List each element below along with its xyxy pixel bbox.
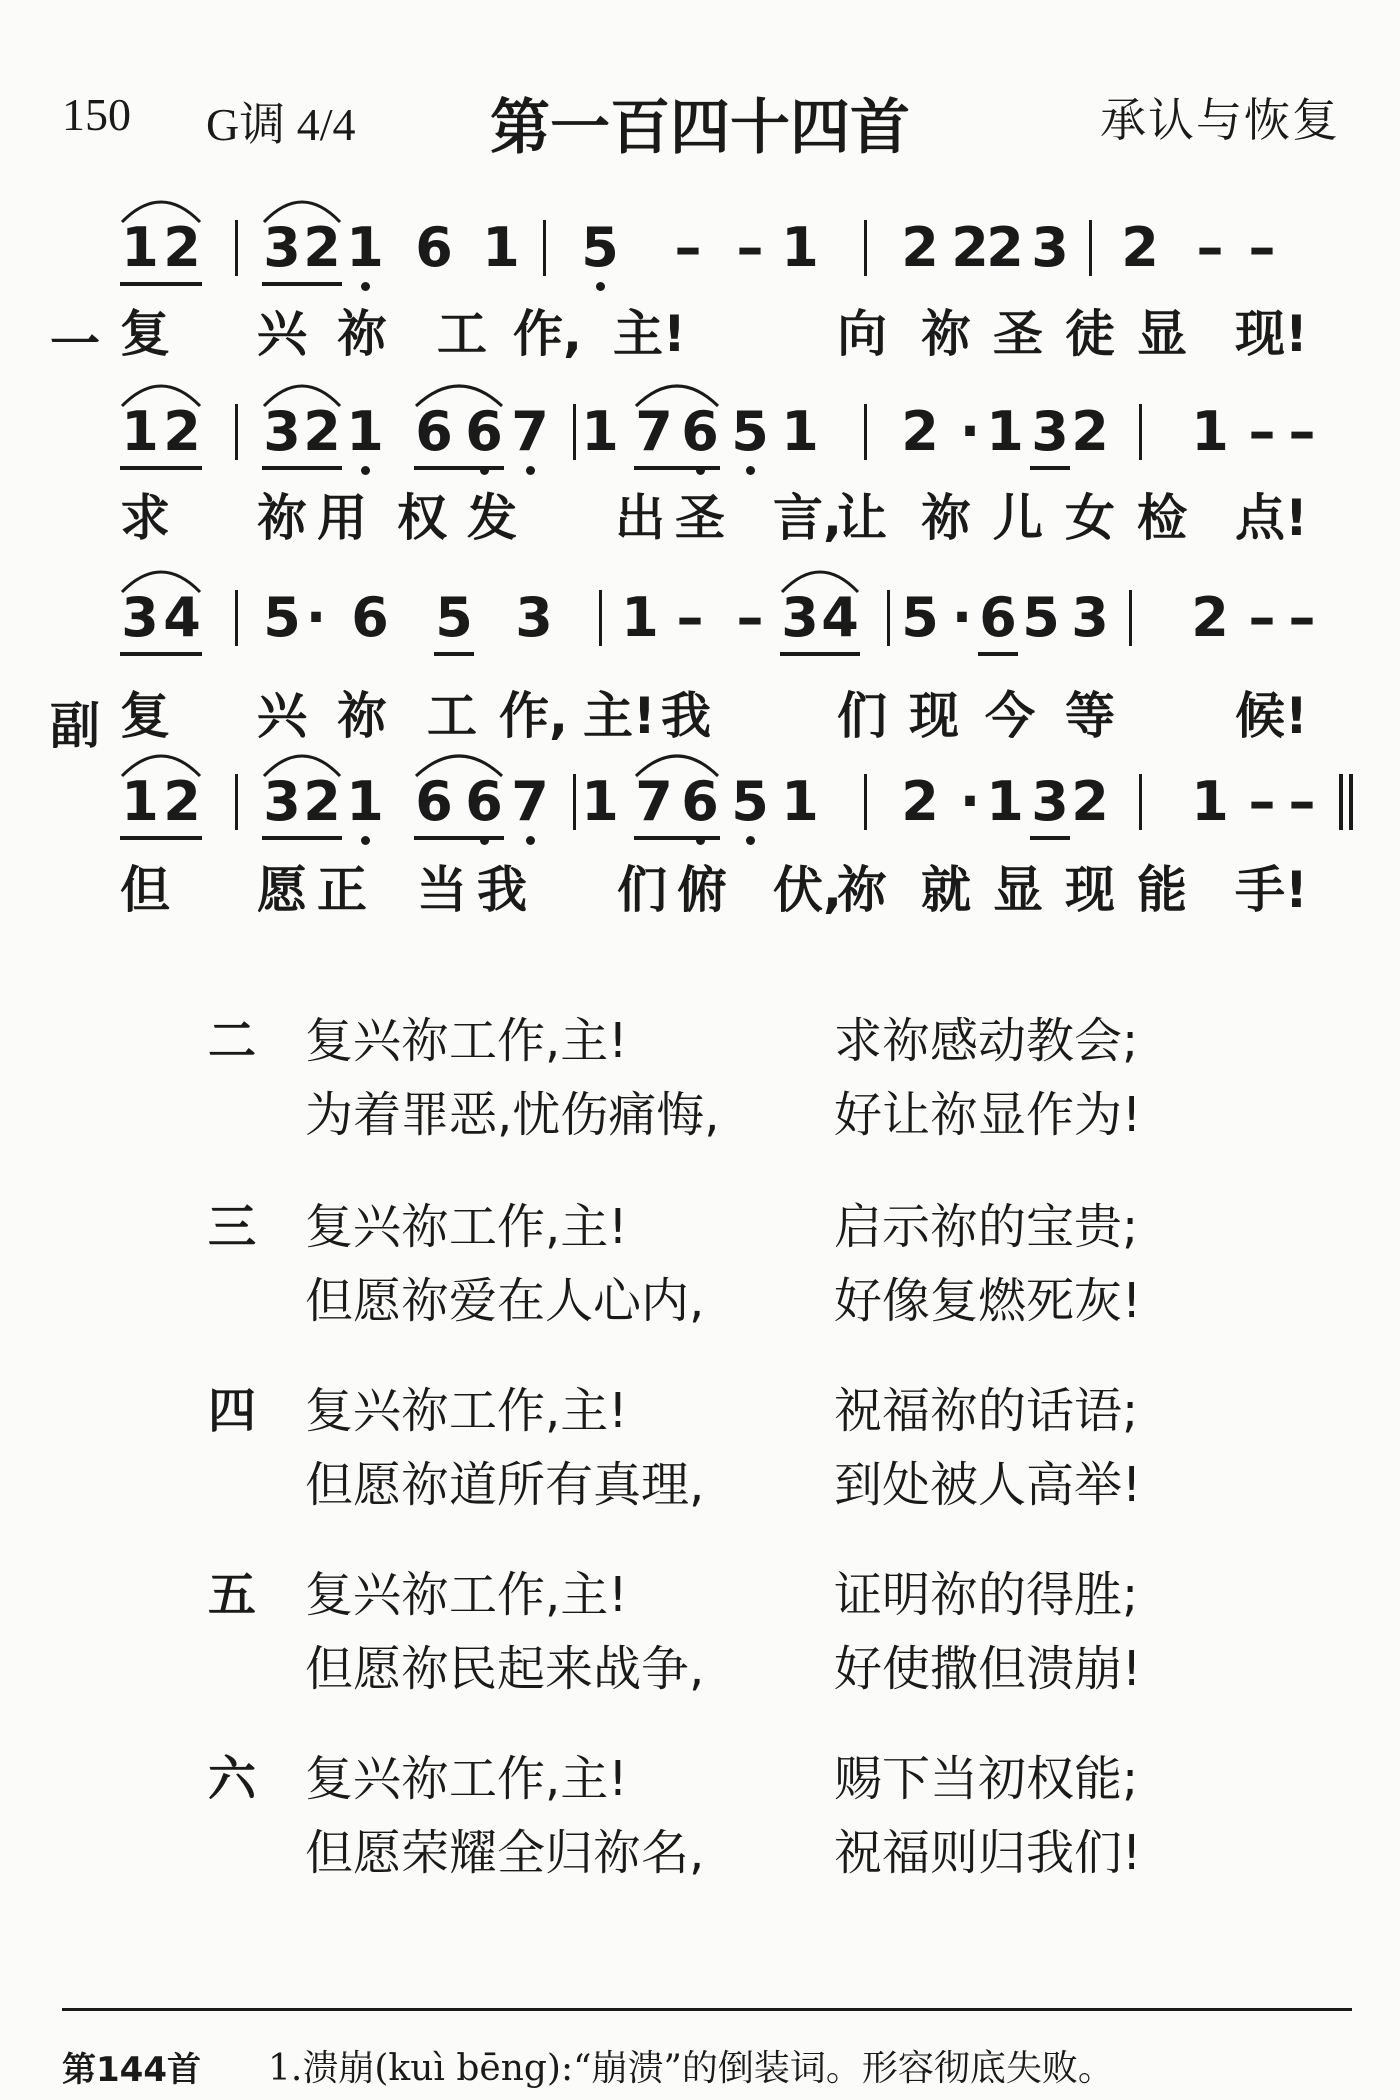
- lyric-syllable: 等: [1065, 687, 1115, 745]
- slur: [416, 386, 502, 406]
- eighth-note-underline: [780, 652, 860, 656]
- lyric-syllable: 向: [837, 305, 887, 363]
- lyric-line: [0, 304, 1400, 368]
- note: 1: [121, 216, 159, 279]
- footnote-hymn-ref: 第144首: [62, 2050, 201, 2090]
- stanza-line: 祝福则归我们!: [834, 1825, 1142, 1881]
- lyric-syllable: 我: [661, 687, 711, 745]
- lyric-syllable: 求: [120, 489, 170, 547]
- note: 2: [951, 216, 989, 279]
- stanza-line: 复兴祢工作,主!: [305, 1567, 628, 1623]
- lyric-syllable: 复: [120, 687, 170, 745]
- note: 5: [581, 216, 619, 279]
- stanza-line: 启示祢的宝贵;: [834, 1199, 1139, 1255]
- dotted-rhythm: ·: [959, 770, 981, 833]
- eighth-note-underline: [120, 836, 202, 840]
- lyric-syllable: 祢: [337, 687, 387, 745]
- note: 1: [1191, 400, 1229, 463]
- eighth-note-underline: [414, 836, 504, 840]
- note: 2: [1071, 770, 1109, 833]
- eighth-note-underline: [262, 282, 342, 286]
- hymn-title: 第一百四十四首: [490, 93, 910, 163]
- notation-line: [0, 218, 1400, 302]
- slur-layer: [0, 178, 1400, 238]
- notation-line: [0, 588, 1400, 672]
- stanza-line: 复兴祢工作,主!: [305, 1751, 628, 1807]
- lyric-syllable: 能: [1137, 861, 1187, 919]
- lyric-syllable: 让: [837, 489, 887, 547]
- note: 1: [121, 770, 159, 833]
- lyric-syllable: 伏,: [773, 861, 842, 919]
- lyric-syllable: 儿: [993, 489, 1043, 547]
- dotted-rhythm: ·: [305, 586, 327, 649]
- note: 6: [415, 216, 453, 279]
- note-extension: –: [736, 216, 764, 279]
- eighth-note-underline: [1030, 836, 1070, 840]
- stanza: [0, 1002, 1400, 1152]
- stanza-line: 好像复燃死灰!: [834, 1273, 1142, 1329]
- lyric-syllable: 现: [1065, 861, 1115, 919]
- slur: [264, 386, 340, 406]
- note: 1: [121, 400, 159, 463]
- note-extension: –: [1248, 216, 1276, 279]
- lower-octave-dot: [361, 836, 370, 845]
- note: 1: [986, 400, 1024, 463]
- note: 3: [1031, 400, 1069, 463]
- note: 1: [1191, 770, 1229, 833]
- slur-layer: [0, 548, 1400, 608]
- stanza-line: 赐下当初权能;: [834, 1751, 1139, 1807]
- footnote-divider: [62, 2008, 1352, 2011]
- eighth-note-underline: [262, 466, 342, 470]
- lyric-syllable: 发: [467, 489, 517, 547]
- stanza: [0, 1372, 1400, 1522]
- stanza-line: 复兴祢工作,主!: [305, 1199, 628, 1255]
- lyric-syllable: 工: [437, 305, 487, 363]
- lyric-syllable: 祢: [257, 489, 307, 547]
- stanza-number: 六: [208, 1751, 257, 1807]
- note-extension: –: [1248, 586, 1276, 649]
- note: 1: [581, 770, 619, 833]
- slur: [636, 756, 718, 776]
- note: 3: [515, 586, 553, 649]
- note: 7: [635, 400, 673, 463]
- stanza-line: 但愿祢道所有真理,: [305, 1457, 705, 1513]
- note: 1: [781, 216, 819, 279]
- lyric-syllable: 徒: [1065, 305, 1115, 363]
- stanza-line: 为着罪恶,忧伤痛悔,: [305, 1087, 720, 1143]
- lower-octave-dot: [526, 836, 535, 845]
- note: 5: [901, 586, 939, 649]
- key-signature: G调 4/4: [206, 99, 356, 150]
- slur: [122, 202, 200, 222]
- note: 6: [465, 400, 503, 463]
- stanza-line: 但愿荣耀全归祢名,: [305, 1825, 705, 1881]
- lyric-syllable: 祢: [921, 489, 971, 547]
- stanza-line: 好使撒但溃崩!: [834, 1641, 1142, 1697]
- eighth-note-underline: [434, 652, 474, 656]
- lyric-syllable: 手!: [1235, 861, 1308, 919]
- note: 6: [351, 586, 389, 649]
- note: 4: [163, 586, 201, 649]
- lyric-syllable: 权: [397, 489, 447, 547]
- slur: [416, 756, 502, 776]
- stanza-line: 但愿祢爱在人心内,: [305, 1273, 705, 1329]
- lyric-syllable: 言,: [773, 489, 842, 547]
- lyric-syllable: 们: [617, 861, 667, 919]
- lower-octave-dot: [361, 282, 370, 291]
- note: 2: [986, 216, 1024, 279]
- stanza-line: 求祢感动教会;: [834, 1013, 1139, 1069]
- note: 6: [681, 770, 719, 833]
- note-extension: –: [1288, 400, 1316, 463]
- lyric-syllable: 正: [317, 861, 367, 919]
- slur: [264, 202, 340, 222]
- note: 4: [821, 586, 859, 649]
- note: 1: [482, 216, 520, 279]
- stanza: [0, 1740, 1400, 1890]
- lyric-syllable: 显: [1137, 305, 1187, 363]
- lyric-syllable: 主!: [613, 305, 686, 363]
- note: 7: [511, 770, 549, 833]
- lyric-syllable: 愿: [257, 861, 307, 919]
- eighth-note-underline: [120, 466, 202, 470]
- lower-octave-dot: [361, 466, 370, 475]
- slur: [122, 756, 200, 776]
- note: 2: [163, 770, 201, 833]
- chorus-label: 副: [50, 697, 100, 755]
- stanza-line: 复兴祢工作,主!: [305, 1013, 628, 1069]
- note: 7: [635, 770, 673, 833]
- slur-layer: [0, 732, 1400, 792]
- lyric-syllable: 兴: [257, 305, 307, 363]
- lyric-syllable: 作,: [513, 305, 582, 363]
- stanza-number: 四: [208, 1383, 257, 1439]
- note: 5: [263, 586, 301, 649]
- lyric-syllable: 显: [993, 861, 1043, 919]
- notation-line: [0, 772, 1400, 856]
- lyric-syllable: 就: [921, 861, 971, 919]
- stanza-line: 好让祢显作为!: [834, 1087, 1142, 1143]
- slur: [636, 386, 718, 406]
- stanza-number: 二: [208, 1013, 257, 1069]
- eighth-note-underline: [120, 282, 202, 286]
- lyric-syllable: 今: [985, 687, 1035, 745]
- note-extension: –: [676, 586, 704, 649]
- stanza-line: 复兴祢工作,主!: [305, 1383, 628, 1439]
- note: 2: [1191, 586, 1229, 649]
- note: 2: [163, 400, 201, 463]
- note: 3: [1031, 770, 1069, 833]
- lyric-line: [0, 488, 1400, 552]
- note: 3: [263, 400, 301, 463]
- note-extension: –: [1248, 400, 1276, 463]
- note: 6: [465, 770, 503, 833]
- lower-octave-dot: [526, 466, 535, 475]
- stanza: [0, 1188, 1400, 1338]
- note-extension: –: [1288, 586, 1316, 649]
- note: 3: [1071, 586, 1109, 649]
- lyric-syllable: 现!: [1235, 305, 1308, 363]
- lyric-syllable: 女: [1065, 489, 1115, 547]
- note: 1: [781, 400, 819, 463]
- note-extension: –: [1288, 770, 1316, 833]
- note: 2: [1121, 216, 1159, 279]
- lyric-syllable: 我: [477, 861, 527, 919]
- note: 1: [346, 400, 384, 463]
- lyric-syllable: 们: [837, 687, 887, 745]
- stanza-number: 三: [208, 1199, 257, 1255]
- note: 1: [346, 770, 384, 833]
- slur: [264, 756, 340, 776]
- lyric-syllable: 检: [1137, 489, 1187, 547]
- stanza-line: 祝福祢的话语;: [834, 1383, 1139, 1439]
- notation-line: [0, 402, 1400, 486]
- note: 2: [163, 216, 201, 279]
- eighth-note-underline: [978, 652, 1018, 656]
- slur-layer: [0, 362, 1400, 422]
- note: 6: [979, 586, 1017, 649]
- lyric-syllable: 祢: [337, 305, 387, 363]
- eighth-note-underline: [634, 836, 720, 840]
- lyric-syllable: 现: [909, 687, 959, 745]
- note: 2: [901, 400, 939, 463]
- note: 5: [731, 400, 769, 463]
- stanza: [0, 1556, 1400, 1706]
- lyric-syllable: 主!: [583, 687, 656, 745]
- note: 5: [435, 586, 473, 649]
- note: 3: [781, 586, 819, 649]
- lyric-syllable: 候!: [1235, 687, 1308, 745]
- note: 3: [121, 586, 159, 649]
- note: 6: [415, 400, 453, 463]
- stanza-number: 五: [208, 1567, 257, 1623]
- slur: [122, 572, 200, 592]
- note-extension: –: [1196, 216, 1224, 279]
- footnote-text: 1.溃崩(kuì bēng):“崩溃”的倒装词。形容彻底失败。: [268, 2048, 1114, 2089]
- lyric-syllable: 用: [317, 489, 367, 547]
- note: 6: [681, 400, 719, 463]
- note: 2: [901, 216, 939, 279]
- note: 2: [303, 216, 341, 279]
- lyric-syllable: 祢: [921, 305, 971, 363]
- dotted-rhythm: ·: [951, 586, 973, 649]
- slur: [122, 386, 200, 406]
- note-extension: –: [736, 586, 764, 649]
- page-number: 150: [62, 89, 131, 140]
- lyric-line: [0, 860, 1400, 924]
- lyric-syllable: 圣: [675, 489, 725, 547]
- note: 1: [621, 586, 659, 649]
- lyric-syllable: 但: [120, 861, 170, 919]
- note-extension: –: [1248, 770, 1276, 833]
- note: 2: [303, 770, 341, 833]
- lower-octave-dot: [746, 836, 755, 845]
- eighth-note-underline: [120, 652, 202, 656]
- note: 6: [415, 770, 453, 833]
- lyric-syllable: 出: [615, 489, 665, 547]
- lyric-syllable: 作,: [499, 687, 568, 745]
- stanza-line: 证明祢的得胜;: [834, 1567, 1139, 1623]
- note: 3: [1031, 216, 1069, 279]
- lyric-syllable: 祢: [837, 861, 887, 919]
- lyric-syllable: 圣: [993, 305, 1043, 363]
- lyric-syllable: 点!: [1235, 489, 1308, 547]
- note-extension: –: [674, 216, 702, 279]
- note: 7: [511, 400, 549, 463]
- note: 2: [1071, 400, 1109, 463]
- note: 1: [581, 400, 619, 463]
- note: 2: [901, 770, 939, 833]
- note: 3: [263, 216, 301, 279]
- lyric-syllable: 俯: [677, 861, 727, 919]
- note: 1: [346, 216, 384, 279]
- note: 1: [986, 770, 1024, 833]
- slur: [782, 572, 858, 592]
- note: 5: [1022, 586, 1060, 649]
- lyric-syllable: 兴: [257, 687, 307, 745]
- hymn-category: 承认与恢复: [1100, 93, 1340, 147]
- lower-octave-dot: [746, 466, 755, 475]
- lyric-syllable: 当: [417, 861, 467, 919]
- verse-label: 一: [50, 315, 100, 373]
- eighth-note-underline: [414, 466, 504, 470]
- stanza-line: 到处被人高举!: [834, 1457, 1142, 1513]
- lyric-syllable: 复: [120, 305, 170, 363]
- dotted-rhythm: ·: [959, 400, 981, 463]
- note: 1: [781, 770, 819, 833]
- lower-octave-dot: [596, 282, 605, 291]
- eighth-note-underline: [262, 836, 342, 840]
- note: 2: [303, 400, 341, 463]
- stanza-line: 但愿祢民起来战争,: [305, 1641, 705, 1697]
- eighth-note-underline: [1030, 466, 1070, 470]
- lyric-syllable: 工: [427, 687, 477, 745]
- eighth-note-underline: [634, 466, 720, 470]
- note: 5: [731, 770, 769, 833]
- note: 3: [263, 770, 301, 833]
